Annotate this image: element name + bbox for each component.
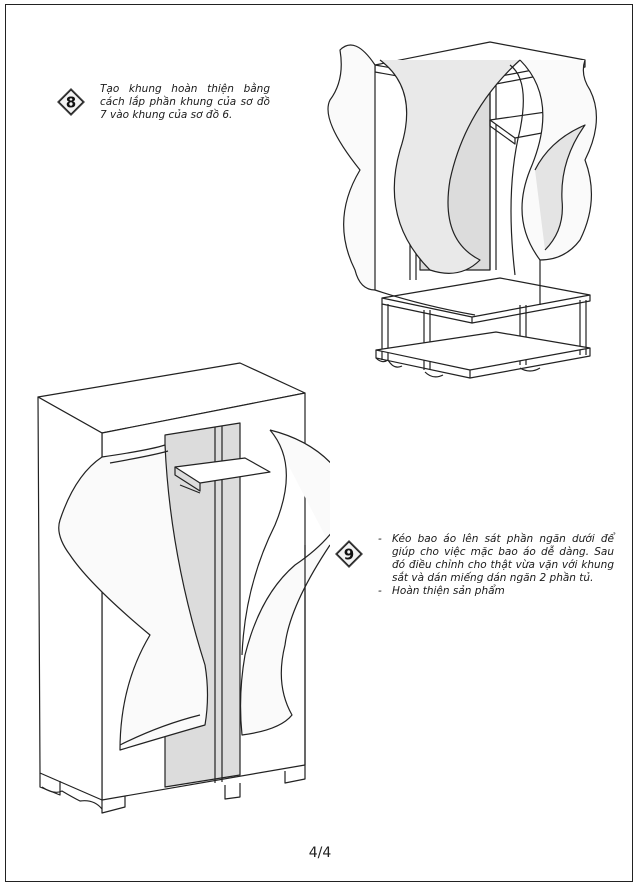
step-9-item	[378, 533, 614, 585]
list-bullet: -	[378, 585, 382, 597]
step-9-item-text: Hoàn thiện sản phẩm	[392, 585, 505, 597]
step-9-item-text: Kéo bao áo lên sát phần ngăn dưới để giúp cho việc mặc bao áo dễ dàng. Sau đó điều chỉnh cho thật vừa vặn với khung sắt và dán miếng dán ngăn 2 phần tủ.	[392, 533, 614, 584]
step-8-badge-icon	[56, 87, 86, 117]
step-9-item	[378, 585, 614, 598]
step-9-badge-icon	[334, 539, 364, 569]
wardrobe-finished-icon	[30, 355, 330, 815]
step-8-text: Tạo khung hoàn thiện bằng cách lắp phần khung của sơ đồ 7 vào khung của sơ đồ 6.	[100, 83, 270, 121]
step-8-number: 8	[65, 93, 77, 112]
step-9-list	[378, 533, 614, 598]
page-number: 4/4	[308, 845, 332, 861]
step-9-number: 9	[343, 545, 355, 564]
list-bullet: -	[378, 533, 382, 545]
wardrobe-frame-cover-icon	[300, 20, 610, 400]
